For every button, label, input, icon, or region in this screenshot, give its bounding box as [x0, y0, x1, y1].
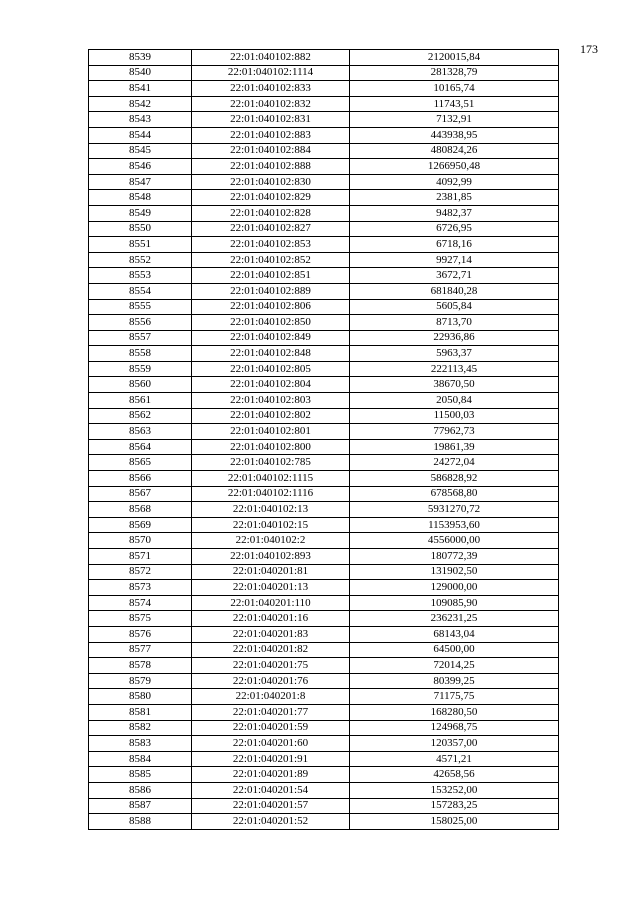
- row-number-cell: 8553: [89, 268, 192, 284]
- row-number-cell: 8558: [89, 346, 192, 362]
- cadastral-value-cell: 109085,90: [350, 595, 559, 611]
- row-number-cell: 8564: [89, 439, 192, 455]
- cadastral-number-cell: 22:01:040102:827: [192, 221, 350, 237]
- row-number-cell: 8587: [89, 798, 192, 814]
- cadastral-value-cell: 11743,51: [350, 96, 559, 112]
- cadastral-number-cell: 22:01:040102:2: [192, 533, 350, 549]
- cadastral-value-cell: 120357,00: [350, 736, 559, 752]
- cadastral-number-cell: 22:01:040102:828: [192, 205, 350, 221]
- cadastral-value-cell: 180772,39: [350, 549, 559, 565]
- table-row: [89, 252, 559, 268]
- cadastral-number-cell: 22:01:040102:806: [192, 299, 350, 315]
- cadastral-value-cell: 2120015,84: [350, 50, 559, 66]
- table-row: [89, 50, 559, 66]
- table-row: [89, 112, 559, 128]
- table-row: [89, 143, 559, 159]
- row-number-cell: 8585: [89, 767, 192, 783]
- row-number-cell: 8551: [89, 237, 192, 253]
- cadastral-number-cell: 22:01:040201:57: [192, 798, 350, 814]
- table-row: [89, 704, 559, 720]
- row-number-cell: 8577: [89, 642, 192, 658]
- cadastral-value-cell: 4556000,00: [350, 533, 559, 549]
- table-row: [89, 361, 559, 377]
- cadastral-number-cell: 22:01:040102:884: [192, 143, 350, 159]
- table-row: [89, 127, 559, 143]
- table-row: [89, 533, 559, 549]
- row-number-cell: 8560: [89, 377, 192, 393]
- row-number-cell: 8543: [89, 112, 192, 128]
- table-row: [89, 798, 559, 814]
- row-number-cell: 8570: [89, 533, 192, 549]
- table-row: [89, 393, 559, 409]
- cadastral-number-cell: 22:01:040201:83: [192, 626, 350, 642]
- cadastral-value-cell: 2050,84: [350, 393, 559, 409]
- cadastral-value-cell: 4092,99: [350, 174, 559, 190]
- cadastral-number-cell: 22:01:040102:801: [192, 424, 350, 440]
- table-row: [89, 751, 559, 767]
- table-row: [89, 642, 559, 658]
- cadastral-value-cell: 1153953,60: [350, 517, 559, 533]
- cadastral-number-cell: 22:01:040201:81: [192, 564, 350, 580]
- cadastral-number-cell: 22:01:040102:850: [192, 315, 350, 331]
- table-row: [89, 595, 559, 611]
- row-number-cell: 8581: [89, 704, 192, 720]
- row-number-cell: 8571: [89, 549, 192, 565]
- cadastral-value-cell: 157283,25: [350, 798, 559, 814]
- row-number-cell: 8555: [89, 299, 192, 315]
- cadastral-number-cell: 22:01:040201:8: [192, 689, 350, 705]
- table-row: [89, 658, 559, 674]
- table-row: [89, 736, 559, 752]
- cadastral-number-cell: 22:01:040102:805: [192, 361, 350, 377]
- cadastral-value-cell: 22936,86: [350, 330, 559, 346]
- row-number-cell: 8574: [89, 595, 192, 611]
- row-number-cell: 8569: [89, 517, 192, 533]
- cadastral-value-cell: 68143,04: [350, 626, 559, 642]
- table-row: [89, 408, 559, 424]
- row-number-cell: 8545: [89, 143, 192, 159]
- cadastral-value-cell: 158025,00: [350, 814, 559, 830]
- cadastral-number-cell: 22:01:040201:59: [192, 720, 350, 736]
- row-number-cell: 8575: [89, 611, 192, 627]
- row-number-cell: 8547: [89, 174, 192, 190]
- cadastral-number-cell: 22:01:040102:800: [192, 439, 350, 455]
- table-row: [89, 720, 559, 736]
- row-number-cell: 8565: [89, 455, 192, 471]
- table-row: [89, 626, 559, 642]
- table-row: [89, 96, 559, 112]
- cadastral-number-cell: 22:01:040102:893: [192, 549, 350, 565]
- cadastral-value-cell: 131902,50: [350, 564, 559, 580]
- table-row: [89, 673, 559, 689]
- row-number-cell: 8580: [89, 689, 192, 705]
- cadastral-value-cell: 4571,21: [350, 751, 559, 767]
- row-number-cell: 8567: [89, 486, 192, 502]
- row-number-cell: 8552: [89, 252, 192, 268]
- row-number-cell: 8582: [89, 720, 192, 736]
- cadastral-number-cell: 22:01:040102:13: [192, 502, 350, 518]
- cadastral-number-cell: 22:01:040102:833: [192, 81, 350, 97]
- cadastral-value-cell: 681840,28: [350, 283, 559, 299]
- row-number-cell: 8549: [89, 205, 192, 221]
- row-number-cell: 8544: [89, 127, 192, 143]
- cadastral-number-cell: 22:01:040102:883: [192, 127, 350, 143]
- cadastral-value-cell: 5963,37: [350, 346, 559, 362]
- cadastral-number-cell: 22:01:040102:1116: [192, 486, 350, 502]
- cadastral-number-cell: 22:01:040201:16: [192, 611, 350, 627]
- cadastral-number-cell: 22:01:040201:75: [192, 658, 350, 674]
- cadastral-value-cell: 443938,95: [350, 127, 559, 143]
- table-row: [89, 65, 559, 81]
- table-row: [89, 221, 559, 237]
- row-number-cell: 8568: [89, 502, 192, 518]
- table-row: [89, 237, 559, 253]
- table-row: [89, 689, 559, 705]
- row-number-cell: 8561: [89, 393, 192, 409]
- table-row: [89, 190, 559, 206]
- cadastral-number-cell: 22:01:040102:802: [192, 408, 350, 424]
- cadastral-value-cell: 77962,73: [350, 424, 559, 440]
- cadastral-number-cell: 22:01:040201:52: [192, 814, 350, 830]
- cadastral-value-cell: 8713,70: [350, 315, 559, 331]
- row-number-cell: 8548: [89, 190, 192, 206]
- cadastral-value-cell: 153252,00: [350, 782, 559, 798]
- cadastral-value-cell: 42658,56: [350, 767, 559, 783]
- cadastral-value-cell: 1266950,48: [350, 159, 559, 175]
- cadastral-number-cell: 22:01:040102:849: [192, 330, 350, 346]
- cadastral-value-cell: 6718,16: [350, 237, 559, 253]
- row-number-cell: 8588: [89, 814, 192, 830]
- cadastral-number-cell: 22:01:040102:832: [192, 96, 350, 112]
- cadastral-value-cell: 11500,03: [350, 408, 559, 424]
- cadastral-number-cell: 22:01:040201:82: [192, 642, 350, 658]
- cadastral-number-cell: 22:01:040201:77: [192, 704, 350, 720]
- table-row: [89, 767, 559, 783]
- cadastral-value-cell: 124968,75: [350, 720, 559, 736]
- cadastral-value-cell: 38670,50: [350, 377, 559, 393]
- table-row: [89, 814, 559, 830]
- table-row: [89, 81, 559, 97]
- cadastral-number-cell: 22:01:040102:853: [192, 237, 350, 253]
- table-row: [89, 611, 559, 627]
- row-number-cell: 8584: [89, 751, 192, 767]
- cadastral-value-cell: 168280,50: [350, 704, 559, 720]
- row-number-cell: 8573: [89, 580, 192, 596]
- cadastral-value-cell: 2381,85: [350, 190, 559, 206]
- cadastral-value-table: [88, 49, 559, 830]
- row-number-cell: 8566: [89, 471, 192, 487]
- row-number-cell: 8576: [89, 626, 192, 642]
- table-row: [89, 455, 559, 471]
- cadastral-value-cell: 129000,00: [350, 580, 559, 596]
- row-number-cell: 8586: [89, 782, 192, 798]
- table-row: [89, 174, 559, 190]
- table-row: [89, 299, 559, 315]
- row-number-cell: 8542: [89, 96, 192, 112]
- cadastral-value-cell: 24272,04: [350, 455, 559, 471]
- row-number-cell: 8554: [89, 283, 192, 299]
- cadastral-number-cell: 22:01:040102:830: [192, 174, 350, 190]
- table-row: [89, 471, 559, 487]
- cadastral-number-cell: 22:01:040102:848: [192, 346, 350, 362]
- table-row: [89, 346, 559, 362]
- cadastral-number-cell: 22:01:040201:13: [192, 580, 350, 596]
- cadastral-value-cell: 10165,74: [350, 81, 559, 97]
- cadastral-value-cell: 5605,84: [350, 299, 559, 315]
- cadastral-number-cell: 22:01:040102:785: [192, 455, 350, 471]
- row-number-cell: 8559: [89, 361, 192, 377]
- cadastral-value-cell: 80399,25: [350, 673, 559, 689]
- cadastral-value-cell: 281328,79: [350, 65, 559, 81]
- table-row: [89, 283, 559, 299]
- table-row: [89, 377, 559, 393]
- row-number-cell: 8578: [89, 658, 192, 674]
- cadastral-value-cell: 5931270,72: [350, 502, 559, 518]
- table-row: [89, 782, 559, 798]
- cadastral-value-cell: 236231,25: [350, 611, 559, 627]
- cadastral-value-cell: 9927,14: [350, 252, 559, 268]
- table-row: [89, 439, 559, 455]
- cadastral-number-cell: 22:01:040102:889: [192, 283, 350, 299]
- cadastral-number-cell: 22:01:040201:91: [192, 751, 350, 767]
- cadastral-value-cell: 9482,37: [350, 205, 559, 221]
- row-number-cell: 8557: [89, 330, 192, 346]
- table-row: [89, 424, 559, 440]
- row-number-cell: 8550: [89, 221, 192, 237]
- table-row: [89, 502, 559, 518]
- cadastral-number-cell: 22:01:040102:15: [192, 517, 350, 533]
- table-body: [89, 50, 559, 830]
- cadastral-number-cell: 22:01:040201:60: [192, 736, 350, 752]
- cadastral-value-cell: 3672,71: [350, 268, 559, 284]
- cadastral-value-cell: 64500,00: [350, 642, 559, 658]
- cadastral-value-cell: 19861,39: [350, 439, 559, 455]
- cadastral-number-cell: 22:01:040201:110: [192, 595, 350, 611]
- cadastral-number-cell: 22:01:040102:831: [192, 112, 350, 128]
- cadastral-number-cell: 22:01:040102:882: [192, 50, 350, 66]
- cadastral-value-cell: 7132,91: [350, 112, 559, 128]
- row-number-cell: 8539: [89, 50, 192, 66]
- cadastral-value-cell: 222113,45: [350, 361, 559, 377]
- cadastral-number-cell: 22:01:040201:54: [192, 782, 350, 798]
- table-row: [89, 268, 559, 284]
- cadastral-number-cell: 22:01:040102:803: [192, 393, 350, 409]
- cadastral-number-cell: 22:01:040201:89: [192, 767, 350, 783]
- table-row: [89, 564, 559, 580]
- cadastral-value-cell: 71175,75: [350, 689, 559, 705]
- table-row: [89, 159, 559, 175]
- row-number-cell: 8540: [89, 65, 192, 81]
- cadastral-value-cell: 72014,25: [350, 658, 559, 674]
- row-number-cell: 8583: [89, 736, 192, 752]
- row-number-cell: 8546: [89, 159, 192, 175]
- cadastral-value-cell: 480824,26: [350, 143, 559, 159]
- cadastral-value-cell: 6726,95: [350, 221, 559, 237]
- cadastral-number-cell: 22:01:040102:1114: [192, 65, 350, 81]
- row-number-cell: 8541: [89, 81, 192, 97]
- cadastral-number-cell: 22:01:040102:1115: [192, 471, 350, 487]
- row-number-cell: 8556: [89, 315, 192, 331]
- table-row: [89, 205, 559, 221]
- table-row: [89, 580, 559, 596]
- table-row: [89, 315, 559, 331]
- row-number-cell: 8562: [89, 408, 192, 424]
- cadastral-number-cell: 22:01:040102:852: [192, 252, 350, 268]
- table-row: [89, 549, 559, 565]
- row-number-cell: 8579: [89, 673, 192, 689]
- row-number-cell: 8563: [89, 424, 192, 440]
- cadastral-number-cell: 22:01:040102:804: [192, 377, 350, 393]
- cadastral-number-cell: 22:01:040102:888: [192, 159, 350, 175]
- cadastral-number-cell: 22:01:040102:851: [192, 268, 350, 284]
- page-number: 173: [580, 42, 598, 56]
- table-row: [89, 330, 559, 346]
- table-row: [89, 517, 559, 533]
- table-row: [89, 486, 559, 502]
- row-number-cell: 8572: [89, 564, 192, 580]
- cadastral-number-cell: 22:01:040201:76: [192, 673, 350, 689]
- cadastral-number-cell: 22:01:040102:829: [192, 190, 350, 206]
- cadastral-value-cell: 678568,80: [350, 486, 559, 502]
- cadastral-value-cell: 586828,92: [350, 471, 559, 487]
